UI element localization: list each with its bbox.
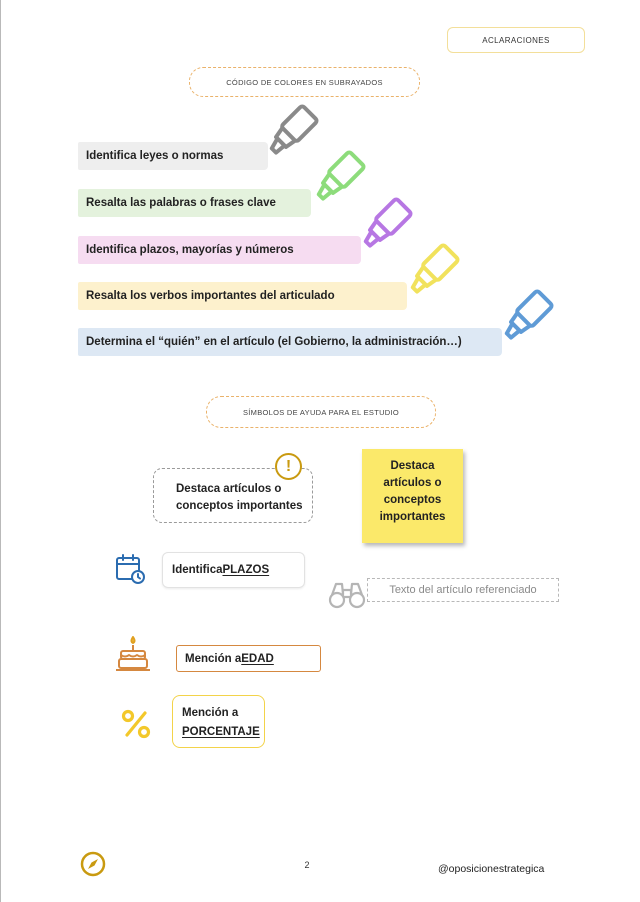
plazos-emphasis: PLAZOS bbox=[222, 564, 270, 576]
highlight-row-verbos bbox=[78, 282, 407, 310]
yellow-marker-icon bbox=[396, 239, 468, 305]
plazos-prefix: Identifica bbox=[172, 564, 223, 576]
plazos-card bbox=[162, 552, 305, 588]
sticky-note-line3: conceptos bbox=[383, 494, 442, 506]
highlight-label: Resalta los verbos importantes del articulado bbox=[86, 290, 335, 302]
compass-icon bbox=[80, 851, 106, 877]
edad-card bbox=[176, 645, 321, 672]
edad-emphasis: EDAD bbox=[241, 652, 274, 665]
calendar-clock-icon bbox=[115, 553, 147, 585]
section-title-colores: CÓDIGO DE COLORES EN SUBRAYADOS bbox=[189, 67, 420, 97]
texto-referenciado-box: Texto del artículo referenciado bbox=[367, 578, 559, 602]
section-title-simbolos: SÍMBOLOS DE AYUDA PARA EL ESTUDIO bbox=[206, 396, 436, 428]
blue-marker-icon bbox=[490, 285, 562, 351]
highlight-row-palabras-clave bbox=[78, 189, 311, 217]
section-tag-aclaraciones: ACLARACIONES bbox=[447, 27, 585, 53]
sticky-note bbox=[362, 449, 463, 543]
highlight-row-plazos bbox=[78, 236, 361, 264]
highlight-row-leyes bbox=[78, 142, 268, 170]
highlight-label: Determina el “quién” en el artículo (el Gobierno, la administración…) bbox=[86, 336, 462, 348]
binoculars-icon bbox=[328, 580, 366, 610]
destaca-box-line1: Destaca artículos o bbox=[176, 483, 282, 495]
porcentaje-line1: Mención a bbox=[182, 707, 239, 719]
edad-prefix: Mención a bbox=[185, 652, 242, 665]
exclamation-circle-icon: ! bbox=[275, 453, 302, 480]
sticky-note-line2: artículos o bbox=[383, 477, 442, 489]
percent-icon bbox=[121, 709, 151, 739]
sticky-note-line4: importantes bbox=[379, 511, 446, 523]
highlight-label: Identifica leyes o normas bbox=[86, 150, 224, 162]
destaca-box-line2: conceptos importantes bbox=[176, 500, 303, 512]
highlight-label: Identifica plazos, mayorías y números bbox=[86, 244, 294, 256]
birthday-cake-icon bbox=[115, 635, 151, 673]
porcentaje-card bbox=[172, 695, 265, 748]
social-handle: @oposicionestrategica bbox=[438, 863, 545, 875]
highlight-row-quien bbox=[78, 328, 502, 356]
highlight-label: Resalta las palabras o frases clave bbox=[86, 197, 276, 209]
porcentaje-emphasis: PORCENTAJE bbox=[182, 726, 260, 738]
page-left-edge bbox=[0, 0, 1, 902]
page-number: 2 bbox=[304, 860, 310, 870]
sticky-note-line1: Destaca bbox=[390, 460, 435, 472]
